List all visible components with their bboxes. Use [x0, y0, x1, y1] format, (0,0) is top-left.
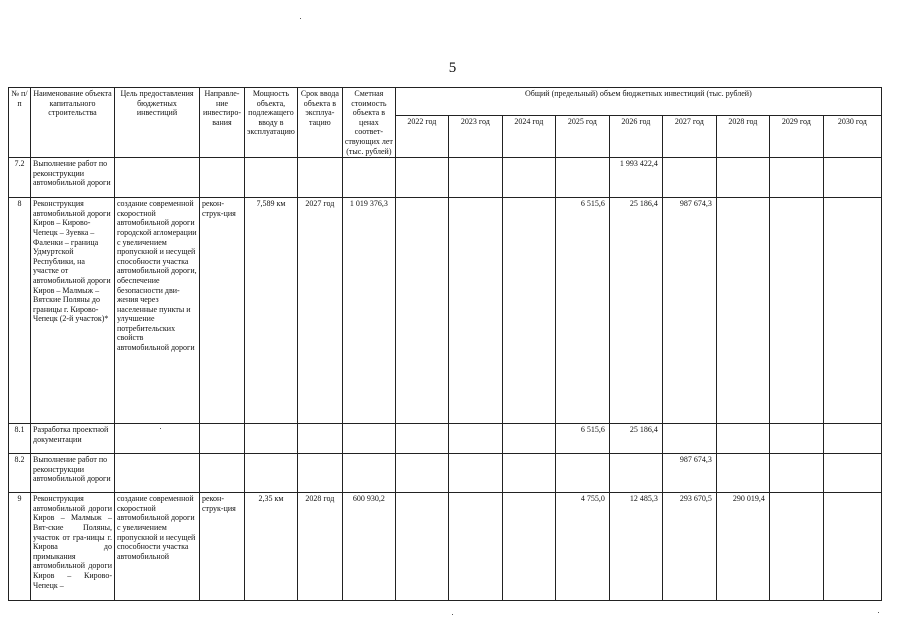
row-direction	[200, 454, 245, 493]
page-number: 5	[448, 60, 457, 76]
header-year: 2028 год	[716, 116, 769, 158]
row-value-2026: 25 186,4	[609, 424, 662, 454]
row-num: 9	[9, 493, 31, 601]
row-value-2025: 6 515,6	[555, 424, 609, 454]
row-value-2029	[769, 454, 823, 493]
row-value-2022	[395, 454, 448, 493]
header-year: 2022 год	[395, 116, 448, 158]
table-row	[9, 454, 882, 493]
row-capacity: 7,589 км	[245, 198, 298, 424]
row-value-2024	[502, 198, 555, 424]
row-value-2027: 987 674,3	[662, 198, 716, 424]
row-cost	[342, 158, 395, 198]
row-term: 2028 год	[297, 493, 342, 601]
header-year: 2023 год	[448, 116, 502, 158]
row-capacity	[245, 158, 298, 198]
row-goal: создание современной скоростной автомобильной дороги городской агломерации с увеличением пропускной и несущей способности участка автомобильной дороги, обеспечение безопасности дви-жения через населенные пункты и улучшение потребительских свойств автомобильной дороги	[115, 198, 200, 424]
row-cost: 1 019 376,3	[342, 198, 395, 424]
row-cost	[342, 424, 395, 454]
row-value-2024	[502, 454, 555, 493]
header-object-name: Наименование объекта капитального строительства	[31, 88, 115, 158]
row-value-2027	[662, 424, 716, 454]
row-value-2026: 12 485,3	[609, 493, 662, 601]
row-term	[297, 158, 342, 198]
row-value-2024	[502, 424, 555, 454]
row-value-2025: 6 515,6	[555, 198, 609, 424]
table-row	[9, 493, 882, 601]
row-value-2028	[716, 424, 769, 454]
row-value-2026: 25 186,4	[609, 198, 662, 424]
row-value-2030	[823, 454, 881, 493]
row-object-name: Разработка проектной документации	[31, 424, 115, 454]
row-goal	[115, 454, 200, 493]
header-total-investment: Общий (предельный) объем бюджетных инвестиций (тыс. рублей)	[395, 88, 881, 116]
row-num: 8.1	[9, 424, 31, 454]
row-value-2022	[395, 493, 448, 601]
row-goal	[115, 424, 200, 454]
row-cost: 600 930,2	[342, 493, 395, 601]
row-goal: создание современной скоростной автомобильной дороги с увеличением пропускной и несущей способности участка автомобильной	[115, 493, 200, 601]
header-capacity: Мощность объекта, подлежащего вводу в эксплуатацию	[245, 88, 298, 158]
row-capacity: 2,35 км	[245, 493, 298, 601]
row-object-name: Реконструкция автомобильной дороги Киров – Малмыж – Вят-ские Поляны, участок от гра-ницы г. Кирова до примыкания автомобильной дороги Киров – Кирово-Чепецк –	[31, 493, 115, 601]
row-value-2029	[769, 198, 823, 424]
row-value-2023	[448, 198, 502, 424]
row-value-2024	[502, 493, 555, 601]
row-value-2028	[716, 158, 769, 198]
row-value-2029	[769, 158, 823, 198]
header-goal: Цель предоставления бюджетных инвестиций	[115, 88, 200, 158]
scan-speck	[300, 18, 301, 19]
row-value-2024	[502, 158, 555, 198]
row-term: 2027 год	[297, 198, 342, 424]
row-value-2027: 293 670,5	[662, 493, 716, 601]
row-value-2028	[716, 198, 769, 424]
header-year: 2027 год	[662, 116, 716, 158]
row-num: 7.2	[9, 158, 31, 198]
row-num: 8.2	[9, 454, 31, 493]
row-capacity	[245, 424, 298, 454]
row-capacity	[245, 454, 298, 493]
header-year: 2029 год	[769, 116, 823, 158]
row-value-2027: 987 674,3	[662, 454, 716, 493]
row-value-2027	[662, 158, 716, 198]
row-cost	[342, 454, 395, 493]
row-value-2028: 290 019,4	[716, 493, 769, 601]
header-term: Срок ввода объекта в эксплуа-тацию	[297, 88, 342, 158]
row-value-2025	[555, 158, 609, 198]
table-row	[9, 424, 882, 454]
table-row	[9, 198, 882, 424]
row-direction	[200, 158, 245, 198]
scan-speck	[878, 612, 879, 613]
scan-speck	[160, 428, 161, 429]
row-term	[297, 454, 342, 493]
row-value-2026	[609, 454, 662, 493]
header-num: № п/п	[9, 88, 31, 158]
row-direction: рекон-струк-ция	[200, 493, 245, 601]
row-value-2022	[395, 158, 448, 198]
header-year: 2025 год	[555, 116, 609, 158]
header-year: 2024 год	[502, 116, 555, 158]
header-year: 2026 год	[609, 116, 662, 158]
row-value-2026: 1 993 422,4	[609, 158, 662, 198]
row-object-name: Выполнение работ по реконструкции автомобильной дороги	[31, 158, 115, 198]
row-num: 8	[9, 198, 31, 424]
row-direction: рекон-струк-ция	[200, 198, 245, 424]
row-value-2023	[448, 454, 502, 493]
row-value-2029	[769, 493, 823, 601]
row-object-name: Реконструкция автомобильной дороги Киров – Кирово-Чепецк – Зуевка – Фаленки – граница Удмуртской Республики, на участке от автомобильной дороги Киров – Малмыж – Вятские Поляны до границы г. Кирово-Чепецк (2-й участок)*	[31, 198, 115, 424]
row-value-2030	[823, 158, 881, 198]
table-row	[9, 158, 882, 198]
row-value-2030	[823, 424, 881, 454]
row-value-2025: 4 755,0	[555, 493, 609, 601]
row-value-2022	[395, 424, 448, 454]
row-value-2023	[448, 158, 502, 198]
row-term	[297, 424, 342, 454]
row-value-2023	[448, 424, 502, 454]
row-value-2028	[716, 454, 769, 493]
row-value-2029	[769, 424, 823, 454]
budget-investment-table	[8, 87, 882, 601]
scan-speck	[452, 614, 453, 615]
row-direction	[200, 424, 245, 454]
row-object-name: Выполнение работ по реконструкции автомобильной дороги	[31, 454, 115, 493]
header-direction: Направле-ние инвестиро-вания	[200, 88, 245, 158]
row-value-2022	[395, 198, 448, 424]
header-estimated-cost: Сметная стоимость объекта в ценах соответ-ствующих лет (тыс. рублей)	[342, 88, 395, 158]
row-value-2023	[448, 493, 502, 601]
header-year: 2030 год	[823, 116, 881, 158]
row-value-2030	[823, 198, 881, 424]
row-goal	[115, 158, 200, 198]
row-value-2030	[823, 493, 881, 601]
row-value-2025	[555, 454, 609, 493]
